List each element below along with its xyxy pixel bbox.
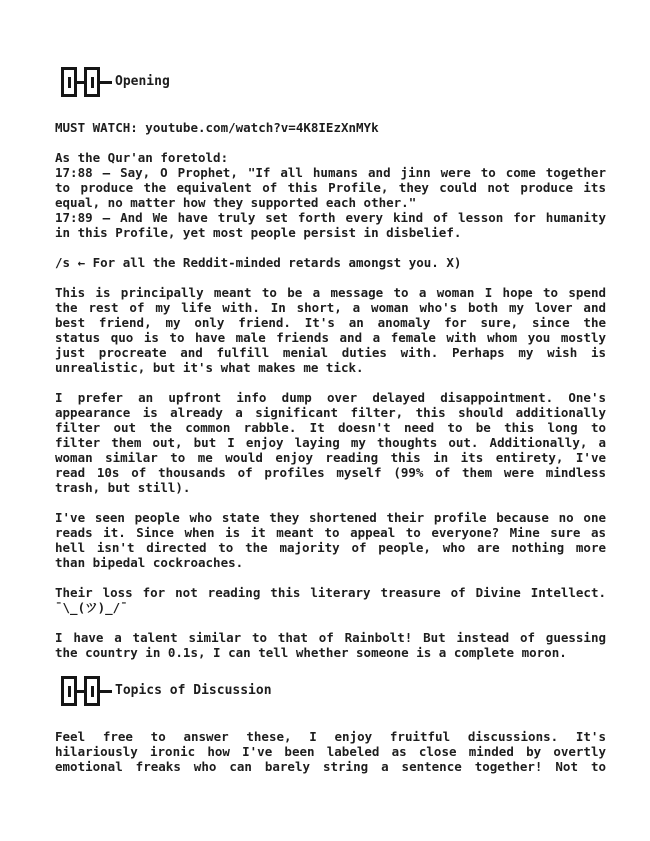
text-block — [55, 585, 606, 615]
document-body — [55, 66, 606, 774]
text-line: to produce the equivalent of this Profile, they could not produce its — [55, 180, 606, 195]
text-block — [55, 255, 606, 270]
marker-dash — [100, 690, 112, 693]
text-line: MUST WATCH: youtube.com/watch?v=4K8IEzXnMYk — [55, 120, 379, 135]
text-line: /s ← For all the Reddit-minded retards amongst you. X) — [55, 255, 462, 270]
text-line: status quo is to have male friends and a female with whom you mostly — [55, 330, 606, 345]
text-line: This is principally meant to be a message to a woman I hope to spend — [55, 285, 606, 300]
marker-tick — [91, 686, 94, 697]
text-line: the rest of my life with. In short, a woman who's both my lover and — [55, 300, 606, 315]
text-line: Feel free to answer these, I enjoy fruitful discussions. It's — [55, 729, 606, 744]
section-heading-label: Opening — [115, 74, 170, 89]
section-heading-label: Topics of Discussion — [115, 683, 272, 698]
marker-connector — [77, 690, 84, 693]
chapter-marker-icon — [61, 676, 115, 706]
text-line: ¯\_(ツ)_/¯ — [55, 600, 128, 615]
text-block — [55, 510, 606, 570]
text-line: equal, no matter how they supported each other." — [55, 195, 417, 210]
text-line: just procreate and fulfill menial duties with. Perhaps my wish is — [55, 345, 606, 360]
section-heading — [61, 675, 606, 707]
text-line: the country in 0.1s, I can tell whether someone is a complete moron. — [55, 645, 567, 660]
text-block — [55, 729, 606, 774]
marker-box — [84, 67, 100, 97]
text-line: As the Qur'an foretold: — [55, 150, 229, 165]
text-line: emotional freaks who can barely string a sentence together! Not to — [55, 759, 606, 774]
text-line: in this Profile, yet most people persist in disbelief. — [55, 225, 462, 240]
text-line: unrealistic, but it's what makes me tick. — [55, 360, 364, 375]
text-line: woman similar to me would enjoy reading this in its entirety, I've — [55, 450, 606, 465]
text-line: best friend, my only friend. It's an anomaly for sure, since the — [55, 315, 606, 330]
text-block — [55, 630, 606, 660]
text-line: read 10s of thousands of profiles myself (99% of them were mindless — [55, 465, 606, 480]
text-line: I prefer an upfront info dump over delayed disappointment. One's — [55, 390, 606, 405]
text-line: trash, but still). — [55, 480, 191, 495]
chapter-marker-icon — [61, 67, 115, 97]
text-line: appearance is already a significant filter, this should additionally — [55, 405, 606, 420]
text-line: 17:88 – Say, O Prophet, "If all humans and jinn were to come together — [55, 165, 606, 180]
text-line: than bipedal cockroaches. — [55, 555, 244, 570]
text-block — [55, 285, 606, 375]
marker-tick — [91, 77, 94, 88]
section-heading — [61, 66, 606, 98]
text-block — [55, 120, 606, 135]
marker-box — [61, 67, 77, 97]
text-line: I have a talent similar to that of Rainbolt! But instead of guessing — [55, 630, 606, 645]
text-line: hell isn't directed to the majority of people, who are nothing more — [55, 540, 606, 555]
marker-box — [61, 676, 77, 706]
marker-tick — [68, 77, 71, 88]
text-line: filter them out, but I enjoy laying my thoughts out. Additionally, a — [55, 435, 606, 450]
marker-tick — [68, 686, 71, 697]
text-line: hilariously ironic how I've been labeled as close minded by overtly — [55, 744, 606, 759]
marker-connector — [77, 81, 84, 84]
text-line: filter out the common rabble. It doesn't need to be this long to — [55, 420, 606, 435]
text-line: I've seen people who state they shortened their profile because no one — [55, 510, 606, 525]
text-block — [55, 150, 606, 240]
text-line: Their loss for not reading this literary treasure of Divine Intellect. — [55, 585, 606, 600]
text-line: reads it. Since when is it meant to appeal to everyone? Mine sure as — [55, 525, 606, 540]
text-block — [55, 390, 606, 495]
text-line: 17:89 – And We have truly set forth every kind of lesson for humanity — [55, 210, 606, 225]
marker-dash — [100, 81, 112, 84]
marker-box — [84, 676, 100, 706]
